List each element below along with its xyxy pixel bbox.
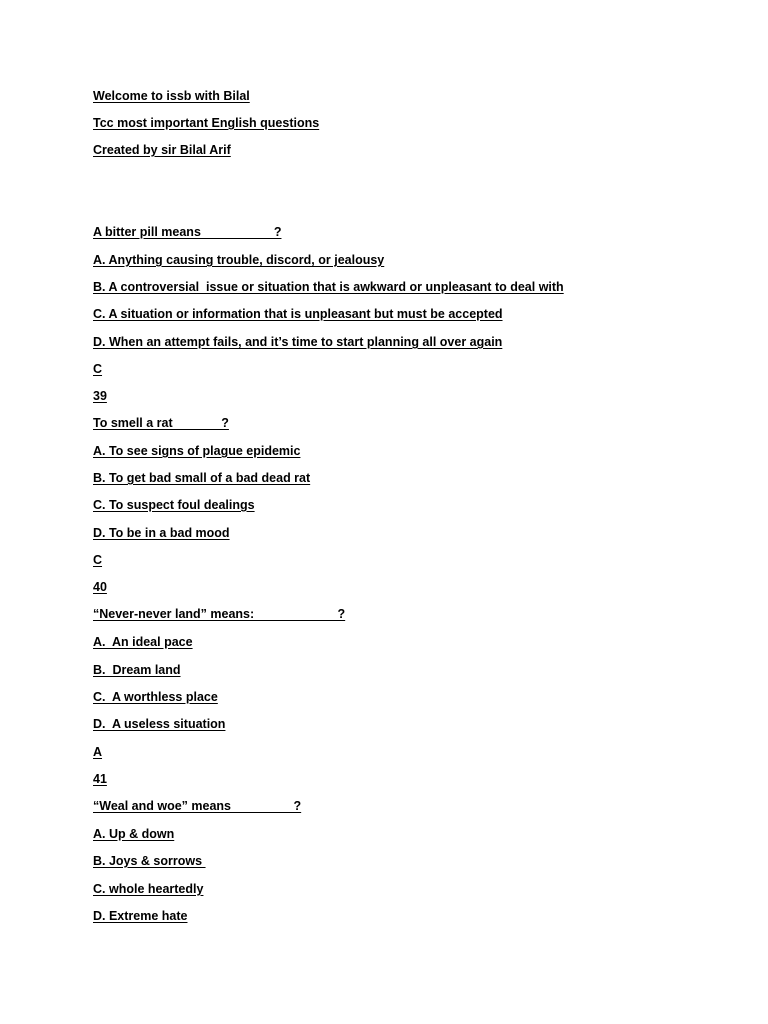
header-welcome: Welcome to issb with Bilal xyxy=(93,89,250,103)
question-prompt: “Weal and woe” means ? xyxy=(93,799,302,813)
question-prompt: “Never-never land” means: ? xyxy=(93,607,346,621)
header-subtitle: Tcc most important English questions xyxy=(93,116,320,130)
option-b: B. Dream land xyxy=(93,663,181,677)
option-b: B. A controversial issue or situation that is awkward or unpleasant to deal with xyxy=(93,280,564,294)
option-d: D. To be in a bad mood xyxy=(93,526,230,540)
option-c: C. whole heartedly xyxy=(93,882,204,896)
option-b: B. To get bad small of a bad dead rat xyxy=(93,471,311,485)
option-d: D. When an attempt fails, and it’s time to start planning all over again xyxy=(93,335,503,349)
option-a: A. Up & down xyxy=(93,827,175,841)
question-prompt: A bitter pill means ? xyxy=(93,225,282,239)
answer: A xyxy=(93,745,103,759)
question-prompt: To smell a rat ? xyxy=(93,416,229,430)
option-b: B. Joys & sorrows xyxy=(93,854,206,868)
option-c: C. A worthless place xyxy=(93,690,218,704)
question-number: 41 xyxy=(93,772,107,786)
question-number: 39 xyxy=(93,389,107,403)
option-c: C. A situation or information that is unpleasant but must be accepted xyxy=(93,307,503,321)
answer: C xyxy=(93,362,103,376)
option-a: A. Anything causing trouble, discord, or jealousy xyxy=(93,253,385,267)
option-c: C. To suspect foul dealings xyxy=(93,498,255,512)
option-d: D. Extreme hate xyxy=(93,909,188,923)
option-d: D. A useless situation xyxy=(93,717,226,731)
answer: C xyxy=(93,553,103,567)
header-author: Created by sir Bilal Arif xyxy=(93,143,231,157)
question-number: 40 xyxy=(93,580,107,594)
option-a: A. To see signs of plague epidemic xyxy=(93,444,301,458)
option-a: A. An ideal pace xyxy=(93,635,193,649)
